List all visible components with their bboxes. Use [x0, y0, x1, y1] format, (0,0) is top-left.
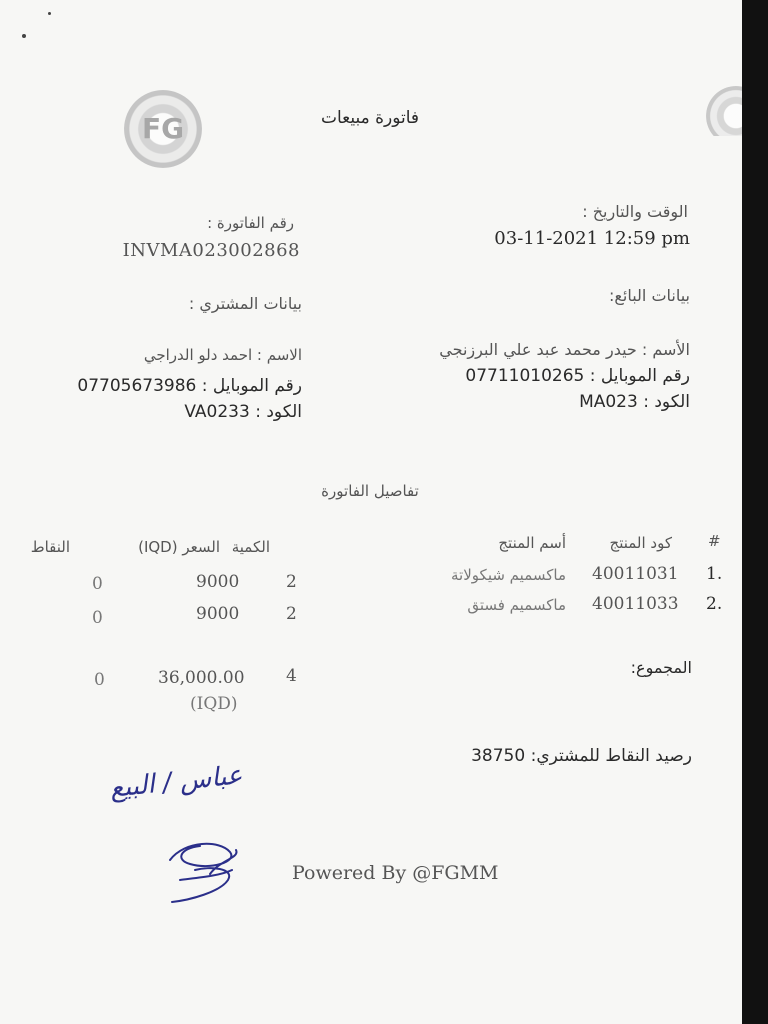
row-code: 40011031 — [592, 564, 679, 584]
row-points: 0 — [92, 574, 103, 594]
row-name: ماكسميم فستق — [467, 596, 566, 614]
col-points: النقاط — [30, 538, 70, 556]
seller-heading: بيانات البائع: — [608, 286, 690, 305]
total-qty: 4 — [286, 666, 297, 686]
scan-speck — [22, 34, 26, 38]
col-qty: الكمية — [231, 538, 270, 556]
buyer-mobile: رقم الموبايل : 07705673986 — [77, 376, 302, 396]
seller-mobile: رقم الموبايل : 07711010265 — [465, 366, 690, 386]
datetime-label: الوقت والتاريخ : — [582, 202, 688, 221]
buyer-code: الكود : VA0233 — [184, 402, 302, 422]
row-index: 2. — [706, 594, 723, 614]
row-price: 9000 — [196, 604, 240, 624]
seller-name: الأسم : حيدر محمد عبد علي البرزنجي — [439, 340, 690, 359]
total-amount: 36,000.00 — [158, 668, 245, 688]
row-index: 1. — [706, 564, 723, 584]
row-qty: 2 — [286, 604, 297, 624]
buyer-name: الاسم : احمد دلو الدراجي — [143, 346, 302, 364]
scan-speck — [48, 12, 51, 15]
company-logo-partial — [706, 86, 742, 136]
datetime-value: 03-11-2021 12:59 pm — [494, 228, 690, 249]
col-index: # — [708, 532, 721, 550]
buyer-heading: بيانات المشتري : — [188, 294, 302, 313]
col-code: كود المنتج — [609, 534, 672, 552]
col-price: السعر (IQD) — [138, 538, 220, 556]
invoice-number-value: INVMA023002868 — [122, 240, 300, 261]
details-heading: تفاصيل الفاتورة — [321, 482, 419, 500]
row-qty: 2 — [286, 572, 297, 592]
row-points: 0 — [92, 608, 103, 628]
row-code: 40011033 — [592, 594, 679, 614]
total-currency: (IQD) — [190, 694, 238, 714]
invoice-title: فاتورة مبيعات — [320, 108, 420, 128]
points-balance: رصيد النقاط للمشتري: 38750 — [471, 746, 692, 766]
row-price: 9000 — [196, 572, 240, 592]
seller-code: الكود : MA023 — [579, 392, 690, 412]
company-logo: FG — [124, 90, 202, 168]
signature-image — [150, 830, 250, 910]
total-label: المجموع: — [630, 658, 692, 677]
powered-by-footer: Powered By @FGMM — [292, 862, 499, 884]
handwritten-note: عباس / البيع — [108, 760, 244, 804]
scan-edge — [742, 0, 768, 1024]
col-name: أسم المنتج — [498, 534, 566, 552]
row-name: ماكسميم شيكولاتة — [451, 566, 566, 584]
invoice-number-label: رقم الفاتورة : — [207, 214, 294, 232]
total-points: 0 — [94, 670, 105, 690]
